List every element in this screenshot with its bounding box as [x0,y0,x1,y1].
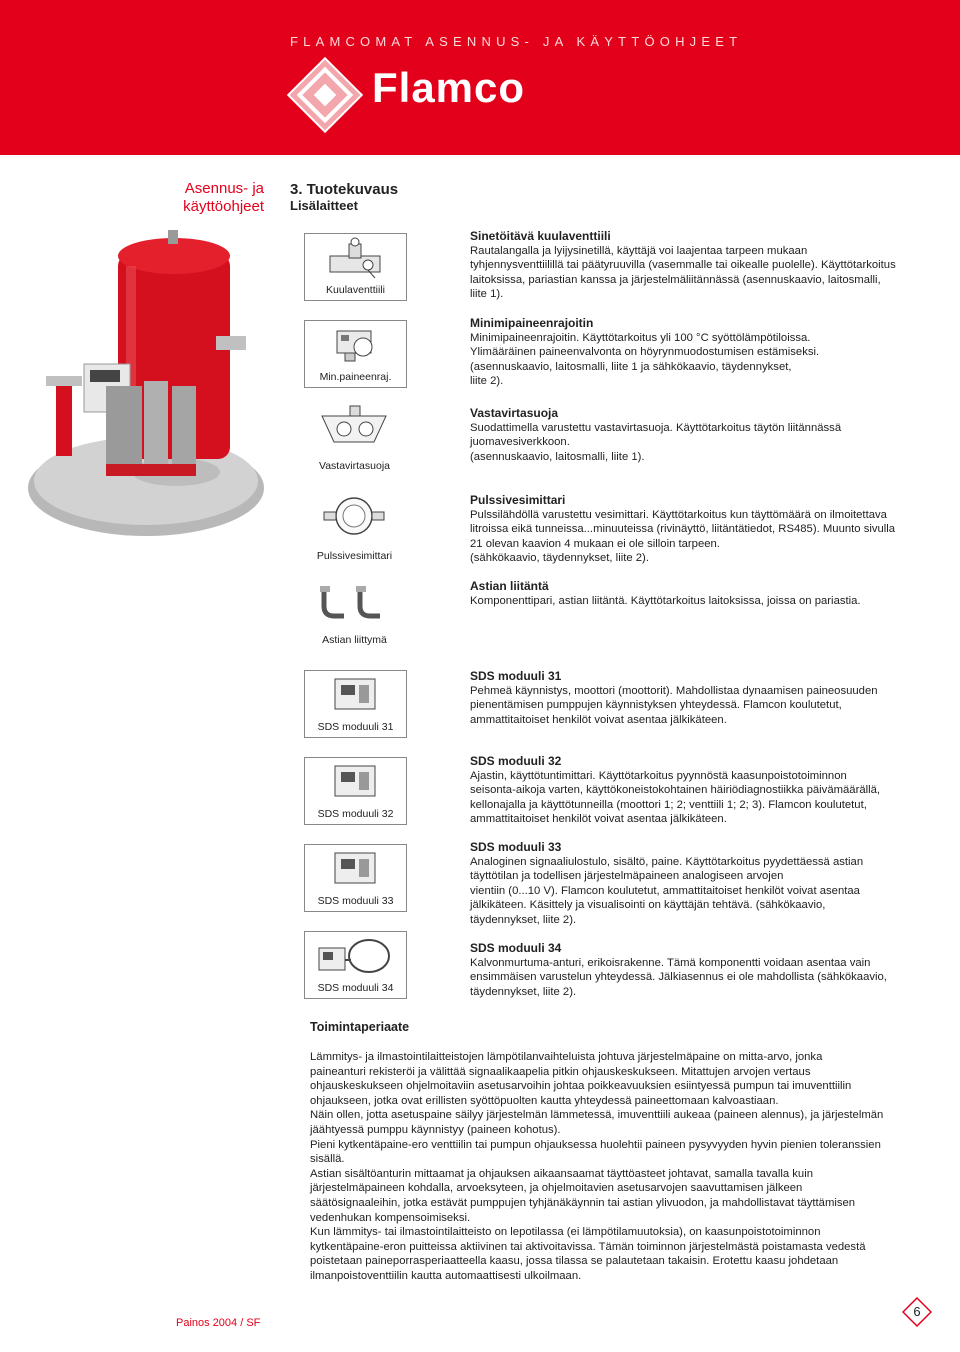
circuit-module-icon [305,758,406,808]
item-title: Vastavirtasuoja [470,406,559,420]
page-number [902,1297,932,1327]
item-vessel-connection [470,579,940,608]
thumb-sds-32 [304,757,407,825]
thumb-caption: SDS moduuli 33 [317,895,394,907]
item-body: Analoginen signaaliulostulo, sisältö, paine. Käyttötarkoitus pyydettäessä astian täyttötilan ja todellisen järjestelmäpaineen analogiseen arvojen vientiin (0...10 V). Flamcon koulutetut, ammattitaitoiset henkilöt voivat asentaa jälkikäteen. Käsittely ja visualisointi on käyttäjän tehtävä. (sähkökaavio, täydennykset, liite 2). [470,855,864,926]
water-meter-icon [304,492,405,544]
thumb-vessel-connection [304,584,405,646]
sensor-cable-module-icon [305,932,406,982]
thumb-pulse-water-meter [304,492,405,562]
item-title: Pulssivesimittari [470,493,566,507]
flamco-logo-icon [286,56,364,134]
circuit-module-icon [305,671,406,721]
thumb-caption: SDS moduuli 34 [317,982,394,994]
header-banner [0,0,960,155]
item-body: Minimipaineenrajoitin. Käyttötarkoitus yli 100 °C syöttölämpötiloissa. Ylimääräinen paineenvalvonta on höyrynmuodostumisen estämiseksi. (asennuskaavio, laitosmalli, liite 1 ja sähkökaavio, täydennykset, liite 2). [470,331,820,388]
principle-heading: Toimintaperiaate [310,1020,410,1034]
item-sds-34 [470,941,940,999]
brand-logo-text: Flamco [372,64,526,111]
header-title: FLAMCOMAT ASENNUS- JA KÄYTTÖOHJEET [290,34,743,49]
vessel-connection-icon [304,584,405,628]
thumb-sds-34 [304,931,407,999]
thumb-caption: Min.paineenraj. [319,371,392,383]
thumb-caption: Astian liittymä [322,634,387,646]
thumb-ball-valve [304,233,407,301]
circuit-module-icon [305,845,406,895]
thumb-caption: Kuulaventtiili [326,284,385,296]
item-body: Rautalangalla ja lyijysinetillä, käyttäjä voi laajentaa tarpeen mukaan tyhjennysventtiilillä tai päätyruuvilla (vasemmalle tai oikealle puolelle). Käyttötarkoitus laitoksissa, pariastian kanssa ja järjestelmäliitännässä (asennuskaavio, laitosmalli, liite 1). [470,244,896,301]
thumb-sds-33 [304,844,407,912]
flamcomat-product-photo [26,226,280,546]
thumb-sds-31 [304,670,407,738]
side-title: Asennus- ja käyttöohjeet [183,180,264,215]
item-body: Suodattimella varustettu vastavirtasuoja. Käyttötarkoitus täytön liitännässä juomavesiverkkoon. (asennuskaavio, laitosmalli, liite 1). [470,421,842,463]
item-body: Pehmeä käynnistys, moottori (moottorit). Mahdollistaa dynaamisen paineosuuden pienentämisen pumppujen käynnistyksen yhteydessä. Flamcon koulutetut, ammattitaitoiset henkilöt voivat asentaa jälkikäteen. [470,684,878,726]
thumb-caption: Pulssivesimittari [316,550,393,562]
item-body: Pulssilähdöllä varustettu vesimittari. Käyttötarkoitus kun täyttömäärä on ilmoitettava litroissa eikä tunneissa...minuuteissa (rivinäyttö, liitäntätiedot, RS485). Muunto sivulla 21 olevan kaavion 4 mukaan ei ole silloin tarpeen. (sähkökaavio, täydennykset, liite 2). [470,508,896,565]
thumb-caption: Vastavirtasuoja [318,460,390,472]
edition-footer: Painos 2004 / SF [176,1317,261,1329]
item-title: SDS moduuli 32 [470,754,562,768]
item-sds-31 [470,669,940,727]
item-ball-valve [470,229,940,302]
principle-body: Lämmitys- ja ilmastointilaitteistojen lämpötilanvaihteluista johtuva järjestelmäpaine on mitta-arvo, jonka paineanturi rekisteröi ja välittää signaalikaapelia pitkin ohjauskeskukseen. Mitattujen arvojen vertaus ohjauskeskukseen ohjelmoitaviin asetusarvoihin johtaa poikkeavuuksien esiintyessä pumpun tai imuventtiilin ohjaukseen, jotka ovat erillisten syöttöpuolten kautta yhteydessä paineettomaan kalvoastiaan. Näin ollen, jotta asetuspaine säilyy järjestelmän lämmetessä, imuventtiili aukeaa (paineen alennus), ja järjestelmän jäähtyessä pumppu käynnistyy (paineen kohotus). Pieni kytkentäpaine-ero venttiilin tai pumpun ohjauksessa huolehtii paineen pysyvyyden hyvin pienien toleranssien sisällä. Astian sisältöanturin mittaamat ja ohjauksen aikaansaamat täyttöasteet johtavat, samalla tavalla kuin järjestelmäpaineen kohdalla, arvoeksyteen, ja ohjelmoitavien asetusarvojen saavuttamisen jälkeen säätösignaaleihin, jotka estävät pumppujen tyhjänäkäynnin tai astian ylivuodon, ja mahdollistavat täyttämisen vedenhukan kompensoimiseksi. Kun lämmitys- tai ilmastointilaitteisto on lepotilassa (ei lämpötilamuutoksia), on kaasunpoistotoiminnon kytkentäpaine-eron puitteissa aktiivinen tai aktivoitavissa. Tämän toiminnon järjestelmästä poistamasta vedestä poistetaan paineporrasperiaatteella kaasu, jossa tilassa se palautetaan takaisin. Erotettu kaasu johdetaan ilmanpoistoventtiilin kautta automaattisesti ulkoilmaan. [310,1051,884,1282]
ball-valve-icon [305,234,406,284]
thumb-backflow-preventer [304,402,405,472]
item-min-pressure-limiter [470,316,940,389]
item-title: Minimipaineenrajoitin [470,316,594,330]
thumb-caption: SDS moduuli 31 [317,721,394,733]
thumb-min-pressure-limiter [304,320,407,388]
item-body: Kalvonmurtuma-anturi, erikoisrakenne. Tämä komponentti voidaan asentaa vain ensimmäisen varustelun yhteydessä. Jälkiasennus ei ole mahdollista (sähkökaavio, täydennykset, liite 2). [470,956,887,998]
pressure-limiter-icon [305,321,406,371]
item-title: Sinetöitävä kuulaventtiili [470,229,611,243]
item-title: SDS moduuli 33 [470,840,562,854]
item-title: SDS moduuli 31 [470,669,562,683]
page-number-text: 6 [913,1304,921,1319]
item-sds-32 [470,754,940,827]
section-title: 3. Tuotekuvaus [290,181,399,198]
item-backflow-preventer [470,406,940,464]
section-subtitle: Lisälaitteet [290,198,358,213]
item-title: SDS moduuli 34 [470,941,562,955]
thumb-caption: SDS moduuli 32 [317,808,394,820]
item-body: Ajastin, käyttötuntimittari. Käyttötarkoitus pyynnöstä kaasunpoistotoiminnon seisonta-aikoja varten, käyttökoneistokohtainen häiriödiagnostiikka päivämäärällä, kellonajalla ja käyttötunneilla (moottori 1; 2; venttiili 1; 2; 3). Flamcon koulutetut, ammattitaitoiset henkilöt voivat asentaa jälkikäteen. [470,769,881,826]
item-body: Komponenttipari, astian liitäntä. Käyttötarkoitus laitoksissa, joissa on pariastia. [470,594,861,607]
item-sds-33 [470,840,940,928]
backflow-preventer-icon [304,402,405,452]
item-title: Astian liitäntä [470,579,549,593]
item-pulse-water-meter [470,493,940,566]
